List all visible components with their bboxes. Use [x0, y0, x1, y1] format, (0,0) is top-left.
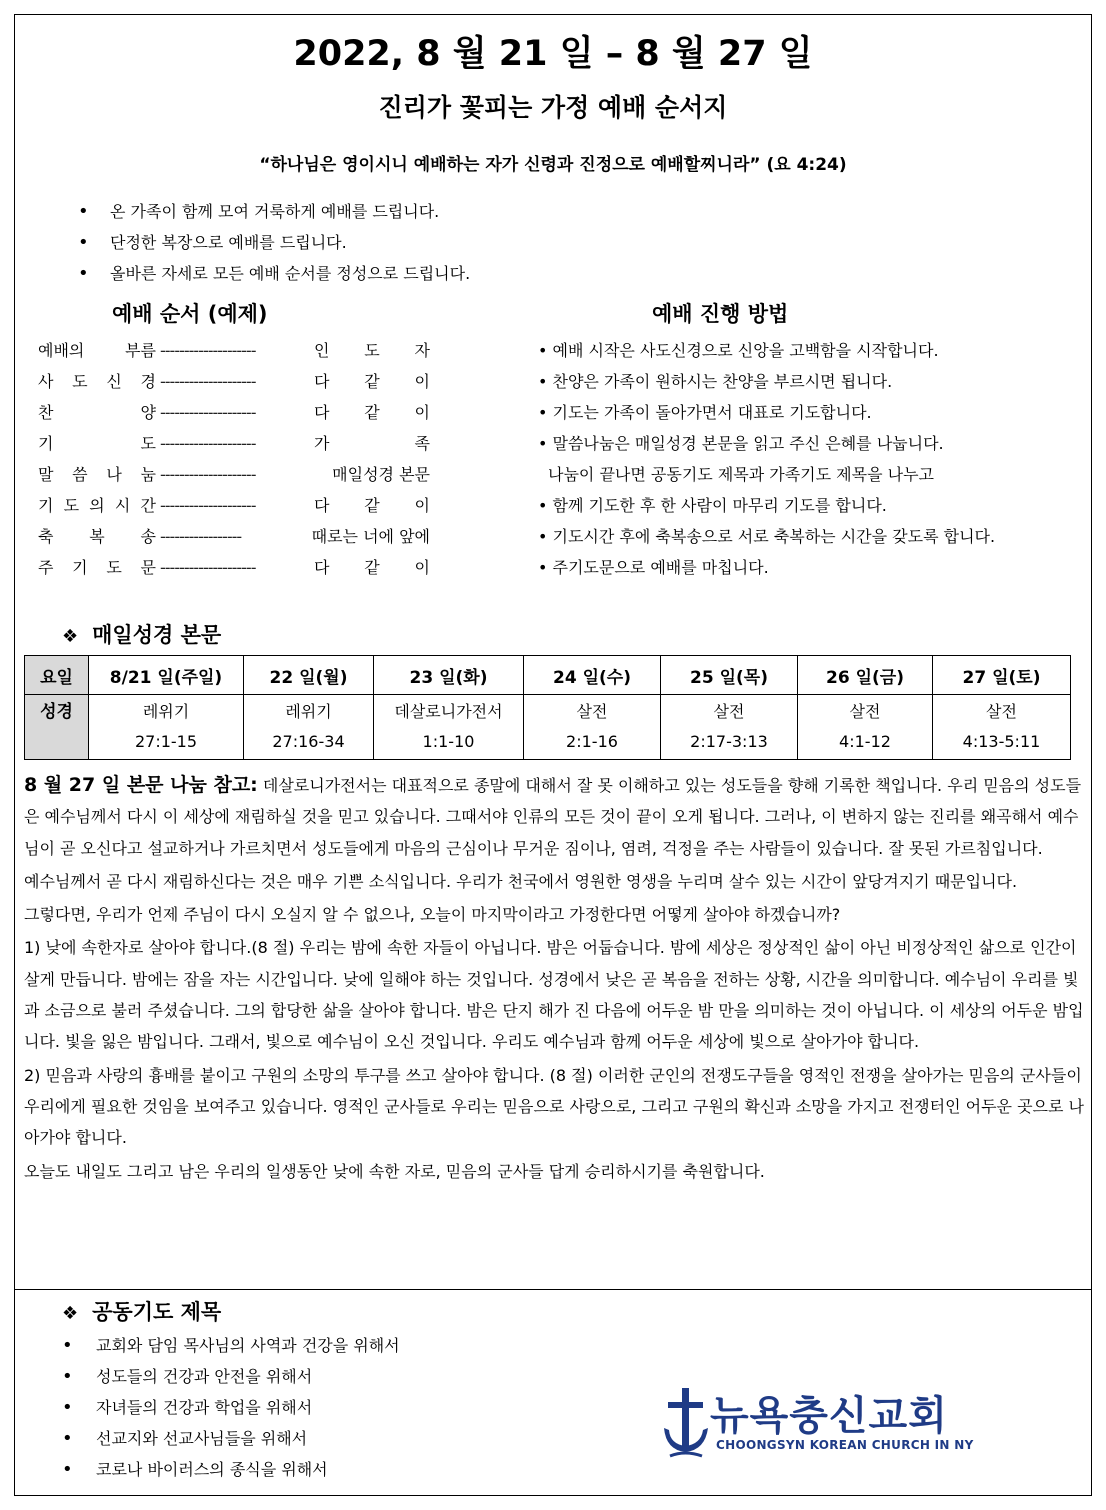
table-row	[25, 695, 1071, 760]
reading-book: 살전	[986, 702, 1017, 721]
day-header: 24 일(수)	[524, 656, 661, 695]
order-item-name: 예배의 부름	[38, 341, 156, 360]
reading-ref: 4:1-12	[839, 732, 891, 751]
guideline-list	[78, 196, 470, 289]
order-row	[38, 366, 438, 397]
order-dash-leader: --------------------	[160, 372, 256, 391]
order-row	[38, 459, 438, 490]
order-item-leader: 다 같 이	[314, 372, 430, 391]
church-english-name: CHOONGSYN KOREAN CHURCH IN NY	[716, 1438, 974, 1452]
order-item-leader: 다 같 이	[314, 403, 430, 422]
day-header: 27 일(토)	[933, 656, 1071, 695]
method-heading: 예배 진행 방법	[652, 302, 789, 326]
sharing-paragraph: 그렇다면, 우리가 언제 주님이 다시 오실지 알 수 없으나, 오늘이 마지막이라고 가정한다면 어떻게 살아야 하겠습니까?	[24, 905, 841, 925]
order-row	[38, 335, 438, 366]
sharing-text: 데살로니가전서는 대표적으로 종말에 대해서 잘 못 이해하고 있는 성도들을 향해 기록한 책입니다. 우리 믿음의 성도들은 예수님께서 다시 이 세상에 재림하실 것을 믿고 있습니다. 그때서야 인류의 모든 것이 끝이 오게 됩니다. 그러나, 이 변하지 않는 진리를 왜곡해서 예수님이 곧 오신다고 설교하거나 가르치면서 성도들에게 마음의 근심이나 무거운 짐이나, 염려, 걱정을 주는 사람들이 있습니다. 잘 못된 가르침입니다.	[24, 776, 1082, 858]
reading-ref: 4:13-5:11	[962, 732, 1041, 751]
order-item-name: 기 도	[38, 434, 156, 453]
prayer-item: • 성도들의 건강과 안전을 위해서	[62, 1361, 400, 1392]
order-item-name: 주 기 도 문	[38, 558, 156, 577]
bible-reading-table	[24, 655, 1071, 760]
day-header: 8/21 일(주일)	[89, 656, 244, 695]
section-divider	[14, 1289, 1092, 1290]
sharing-paragraph: 2) 믿음과 사랑의 흉배를 붙이고 구원의 소망의 투구를 쓰고 살아야 합니다. (8 절) 이러한 군인의 전쟁도구들을 영적인 전쟁을 살아가는 믿음의 군사들이 우리에게 필요한 것임을 보여주고 있습니다. 영적인 군사들로 우리는 믿음으로 사랑으로, 그리고 구원의 확신과 소망을 가지고 전쟁터인 어두운 곳으로 나아가야 합니다.	[24, 1065, 1084, 1148]
bible-heading-text: 매일성경 본문	[92, 623, 222, 647]
reading-book: 살전	[713, 702, 745, 721]
order-dash-leader: --------------------	[160, 465, 256, 484]
prayer-item: • 선교지와 선교사님들을 위해서	[62, 1423, 400, 1454]
day-header: 26 일(금)	[798, 656, 933, 695]
reading-cell	[89, 695, 244, 760]
method-line: • 예배 시작은 사도신경으로 신앙을 고백함을 시작합니다.	[538, 341, 939, 360]
order-dash-leader: --------------------	[160, 403, 256, 422]
guideline-item: • 온 가족이 함께 모여 거룩하게 예배를 드립니다.	[78, 196, 470, 227]
method-line: • 말씀나눔은 매일성경 본문을 읽고 주신 은혜를 나눕니다.	[538, 434, 944, 453]
diamond-bullet-icon: ❖	[62, 626, 79, 647]
reading-ref: 27:1-15	[134, 732, 198, 751]
guideline-item: • 단정한 복장으로 예배를 드립니다.	[78, 227, 470, 258]
order-row	[38, 521, 438, 552]
sharing-paragraph: 1) 낮에 속한자로 살아야 합니다.(8 절) 우리는 밤에 속한 자들이 아닙니다. 밤은 어둡습니다. 밤에 세상은 정상적인 삶이 아닌 비정상적인 삶으로 인간이 살게 만듭니다. 밤에는 잠을 자는 시간입니다. 낮에 일해야 하는 것입니다. 성경에서 낮은 곧 복음을 전하는 상황, 시간을 의미합니다. 예수님이 우리를 빛과 소금으로 불러 주셨습니다. 그의 합당한 삶을 살아야 합니다. 밤은 단지 해가 진 다음에 어두운 밤 만을 의미하는 것이 아닙니다. 이 세상의 어두운 밤입니다. 빛을 잃은 밤입니다. 그래서, 빛으로 예수님이 오신 것입니다. 우리도 예수님과 함께 어두운 세상에 빛으로 살아가야 합니다.	[24, 938, 1084, 1052]
order-dash-leader: --------------------	[160, 496, 256, 515]
order-heading: 예배 순서 (예제)	[112, 302, 268, 326]
order-item-name: 찬 양	[38, 403, 156, 422]
reading-cell	[661, 695, 798, 760]
prayer-heading-text: 공동기도 제목	[92, 1300, 222, 1324]
reading-book: 레위기	[142, 702, 190, 721]
church-logo	[660, 1384, 990, 1464]
reading-cell	[933, 695, 1071, 760]
reading-ref: 27:16-34	[272, 732, 345, 751]
prayer-list	[62, 1330, 400, 1485]
method-line: • 함께 기도한 후 한 사람이 마무리 기도를 합니다.	[538, 496, 887, 515]
table-header-row	[25, 656, 1071, 695]
order-item-leader: 인 도 자	[314, 341, 430, 360]
order-item-leader: 다 같 이	[314, 496, 430, 515]
day-header: 25 일(목)	[661, 656, 798, 695]
method-list	[538, 335, 1088, 583]
reading-book: 데살로니가전서	[394, 702, 503, 721]
sharing-paragraph: 오늘도 내일도 그리고 남은 우리의 일생동안 낮에 속한 자로, 믿음의 군사들 답게 승리하시기를 축원합니다.	[24, 1161, 765, 1181]
sharing-lead: 8 월 27 일 본문 나눔 참고:	[24, 774, 258, 796]
order-item-name: 기 도 의 시 간	[38, 496, 156, 515]
reading-cell	[244, 695, 374, 760]
table-row-label: 성경	[25, 695, 89, 760]
order-item-leader: 매일성경 본문	[332, 465, 430, 484]
guideline-item: • 올바른 자세로 모든 예배 순서를 정성으로 드립니다.	[78, 258, 470, 289]
order-dash-leader: -----------------	[160, 527, 242, 546]
prayer-item: • 교회와 담임 목사님의 사역과 건강을 위해서	[62, 1330, 400, 1361]
method-line: • 주기도문으로 예배를 마칩니다.	[538, 558, 769, 577]
reading-ref: 2:1-16	[566, 732, 618, 751]
sharing-paragraph	[24, 770, 1086, 864]
order-item-leader: 다 같 이	[314, 558, 430, 577]
diamond-bullet-icon: ❖	[62, 1303, 79, 1324]
reading-cell	[524, 695, 661, 760]
order-item-leader: 가 족	[314, 434, 430, 453]
order-dash-leader: --------------------	[160, 434, 256, 453]
order-row	[38, 552, 438, 583]
order-row	[38, 428, 438, 459]
table-row-label: 요일	[25, 656, 89, 695]
reading-ref: 1:1-10	[422, 732, 475, 751]
reading-cell	[374, 695, 524, 760]
order-item-name: 말 씀 나 눔	[38, 465, 156, 484]
order-row	[38, 490, 438, 521]
church-name: 뉴욕충신교회	[710, 1393, 948, 1439]
worship-order-list	[38, 335, 438, 583]
order-dash-leader: --------------------	[160, 341, 256, 360]
day-header: 22 일(월)	[244, 656, 374, 695]
prayer-item: • 자녀들의 건강과 학업을 위해서	[62, 1392, 400, 1423]
day-header: 23 일(화)	[374, 656, 524, 695]
order-dash-leader: --------------------	[160, 558, 256, 577]
prayer-item: • 코로나 바이러스의 종식을 위해서	[62, 1454, 400, 1485]
reading-book: 레위기	[285, 702, 332, 721]
sharing-paragraph: 예수님께서 곧 다시 재림하신다는 것은 매우 기쁜 소식입니다. 우리가 천국에서 영원한 영생을 누리며 살수 있는 시간이 앞당겨지기 때문입니다.	[24, 871, 1018, 891]
prayer-section-heading	[62, 1296, 221, 1326]
order-item-leader: 때로는 너에 앞에	[311, 527, 430, 546]
method-line: • 찬양은 가족이 원하시는 찬양을 부르시면 됩니다.	[538, 372, 893, 391]
theme-verse: “하나님은 영이시니 예배하는 자가 신령과 진정으로 예배할찌니라” (요 4:24)	[259, 155, 847, 175]
method-line: 나눔이 끝나면 공동기도 제목과 가족기도 제목을 나누고	[548, 465, 935, 484]
reading-cell	[798, 695, 933, 760]
order-item-name: 축 복 송	[38, 527, 156, 546]
date-range-title: 2022, 8 월 21 일 – 8 월 27 일	[293, 34, 813, 74]
reading-ref: 2:17-3:13	[690, 732, 768, 751]
order-item-name: 사 도 신 경	[38, 372, 156, 391]
method-line: • 기도는 가족이 돌아가면서 대표로 기도합니다.	[538, 403, 872, 422]
reading-book: 살전	[849, 702, 881, 721]
bible-section-heading	[62, 619, 221, 649]
method-line: • 기도시간 후에 축복송으로 서로 축복하는 시간을 갖도록 합니다.	[538, 527, 996, 546]
sharing-section	[24, 770, 1086, 1189]
order-row	[38, 397, 438, 428]
reading-book: 살전	[576, 702, 608, 721]
cross-anchor-icon	[660, 1384, 712, 1464]
worship-title: 진리가 꽃피는 가정 예배 순서지	[378, 93, 728, 122]
